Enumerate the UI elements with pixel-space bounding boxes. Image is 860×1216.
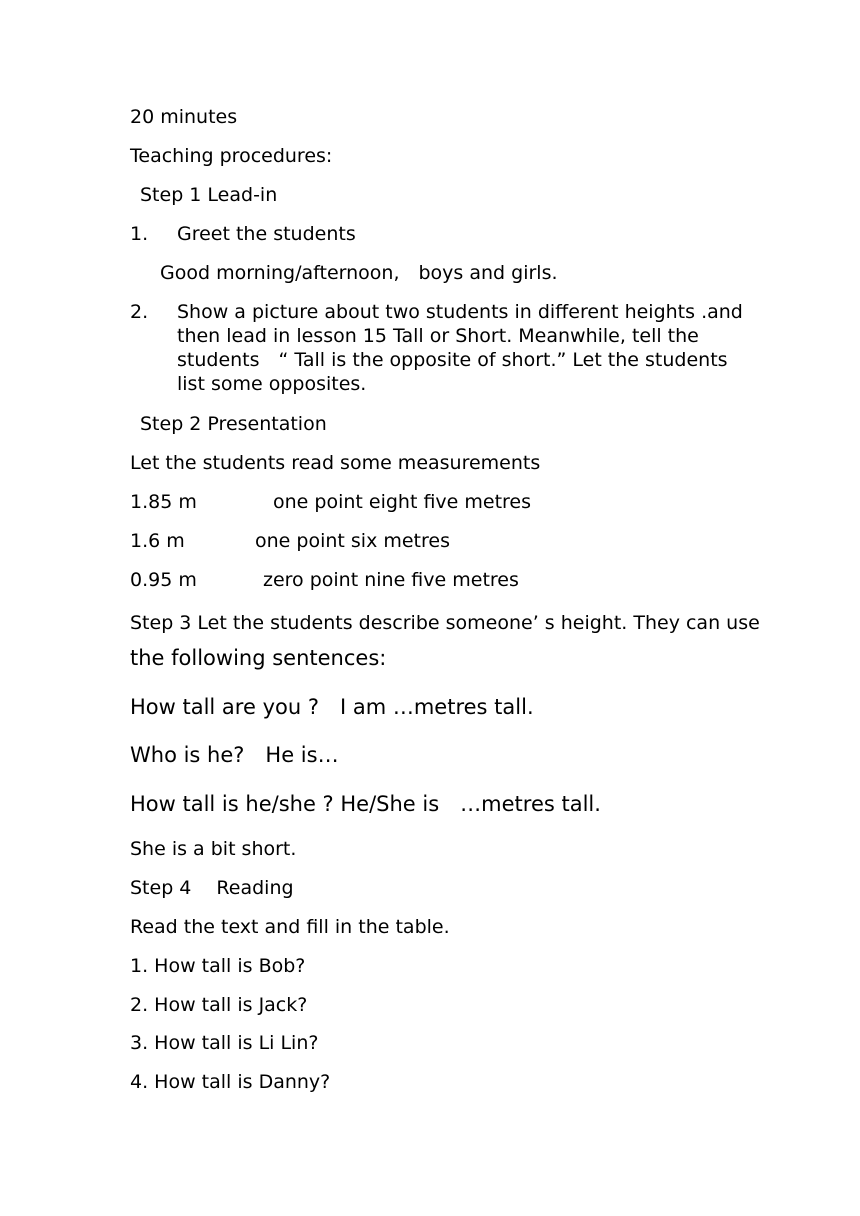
step3-note: She is a bit short.	[130, 838, 297, 860]
measurement-value: 0.95 m	[130, 569, 197, 591]
step4-heading: Step 4 Reading	[130, 877, 294, 899]
duration-text: 20 minutes	[130, 106, 238, 128]
example-sentence: Who is he? He is…	[130, 743, 339, 767]
measurement-value: 1.6 m	[130, 530, 185, 552]
question-item: 1. How tall is Bob?	[130, 955, 306, 977]
example-sentence: How tall is he/she ? He/She is …metres tall.	[130, 792, 601, 816]
step2-heading: Step 2 Presentation	[140, 413, 327, 435]
question-item: 4. How tall is Danny?	[130, 1071, 331, 1093]
step1-item1-text: Greet the students	[177, 223, 356, 245]
step1-item2-number: 2.	[130, 301, 149, 323]
measurement-row	[130, 529, 185, 553]
step3-heading-line2: the following sentences:	[130, 646, 387, 670]
example-sentence: How tall are you ? I am …metres tall.	[130, 695, 534, 719]
procedures-heading: Teaching procedures:	[130, 145, 333, 167]
measurement-row	[130, 568, 197, 592]
step3-heading-line1: Step 3 Let the students describe someone’ s height. They can use	[130, 612, 760, 634]
measurement-words: zero point nine five metres	[263, 569, 519, 591]
measurement-row	[130, 490, 197, 514]
measurement-value: 1.85 m	[130, 491, 197, 513]
step2-intro: Let the students read some measurements	[130, 452, 541, 474]
question-item: 3. How tall is Li Lin?	[130, 1032, 319, 1054]
measurement-words: one point six metres	[255, 530, 450, 552]
measurement-words: one point eight five metres	[273, 491, 532, 513]
step1-item2-text: Show a picture about two students in different heights .and then lead in lesson 15 Tall or Short. Meanwhile, tell the students “ Tall is the opposite of short.” Let the students list some opposites.	[177, 301, 743, 395]
step4-intro: Read the text and fill in the table.	[130, 916, 450, 938]
step1-heading: Step 1 Lead-in	[140, 184, 278, 206]
step1-item1-number: 1.	[130, 223, 149, 245]
question-item: 2. How tall is Jack?	[130, 994, 308, 1016]
greeting-text: Good morning/afternoon, boys and girls.	[160, 262, 558, 284]
